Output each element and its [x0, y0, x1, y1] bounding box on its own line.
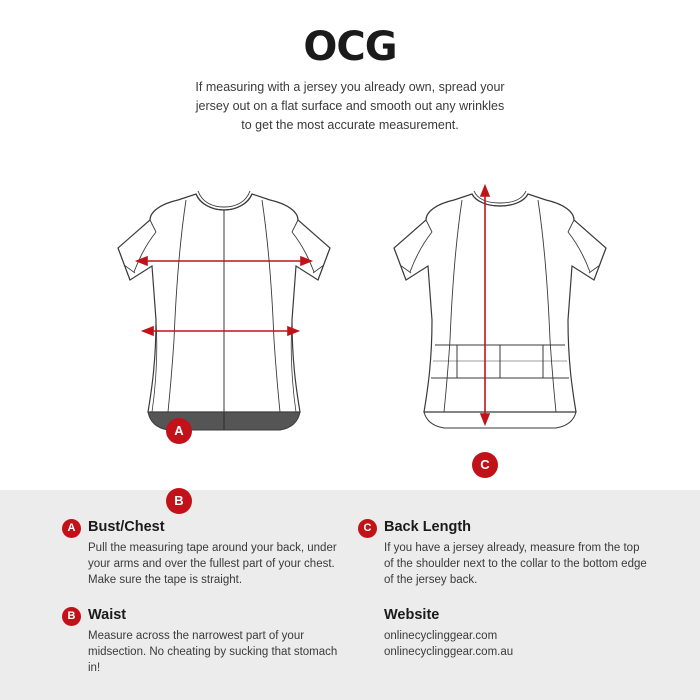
legend-title-back-length: Back Length: [384, 519, 472, 535]
marker-c: C: [472, 452, 498, 478]
marker-a: A: [166, 418, 192, 444]
marker-b: B: [166, 488, 192, 514]
legend-entry-waist: [62, 606, 352, 676]
legend-title-waist: Waist: [88, 607, 127, 623]
legend-title-website: Website: [384, 607, 440, 623]
brand-logo: OCG: [303, 24, 397, 70]
website-link-com[interactable]: onlinecyclinggear.com: [384, 630, 498, 642]
legend-column-left: [62, 518, 352, 694]
legend-body-website: [384, 628, 648, 660]
legend-title-bust-chest: Bust/Chest: [88, 519, 165, 535]
legend-entry-website: [358, 606, 648, 660]
measure-line-b: [143, 327, 298, 335]
intro-text: If measuring with a jersey you already own, spread your jersey out on a flat surface and smooth out any wrinkles to get the most accurate measurement.: [195, 80, 505, 132]
jersey-diagram: [0, 170, 700, 508]
legend-body-bust-chest: Pull the measuring tape around your back, under your arms and over the fullest part of your chest. Make sure the tape is straight.: [88, 542, 337, 586]
measure-line-c: [481, 186, 489, 424]
jersey-diagram-svg: [0, 170, 700, 450]
front-jersey: [118, 191, 330, 412]
legend-badge-b: B: [62, 607, 81, 626]
legend-panel: [0, 490, 700, 700]
back-jersey: [394, 191, 606, 412]
back-hem: [424, 412, 576, 428]
legend-column-right: [358, 518, 648, 678]
legend-body-back-length: If you have a jersey already, measure from the top of the shoulder next to the collar to the bottom edge of the jersey back.: [384, 542, 647, 586]
website-link-com-au[interactable]: onlinecyclinggear.com.au: [384, 646, 514, 658]
legend-badge-c: C: [358, 519, 377, 538]
legend-badge-a: A: [62, 519, 81, 538]
legend-body-waist: Measure across the narrowest part of your midsection. No cheating by sucking that stomach in!: [88, 630, 338, 674]
legend-entry-back-length: [358, 518, 648, 588]
legend-entry-bust-chest: [62, 518, 352, 588]
